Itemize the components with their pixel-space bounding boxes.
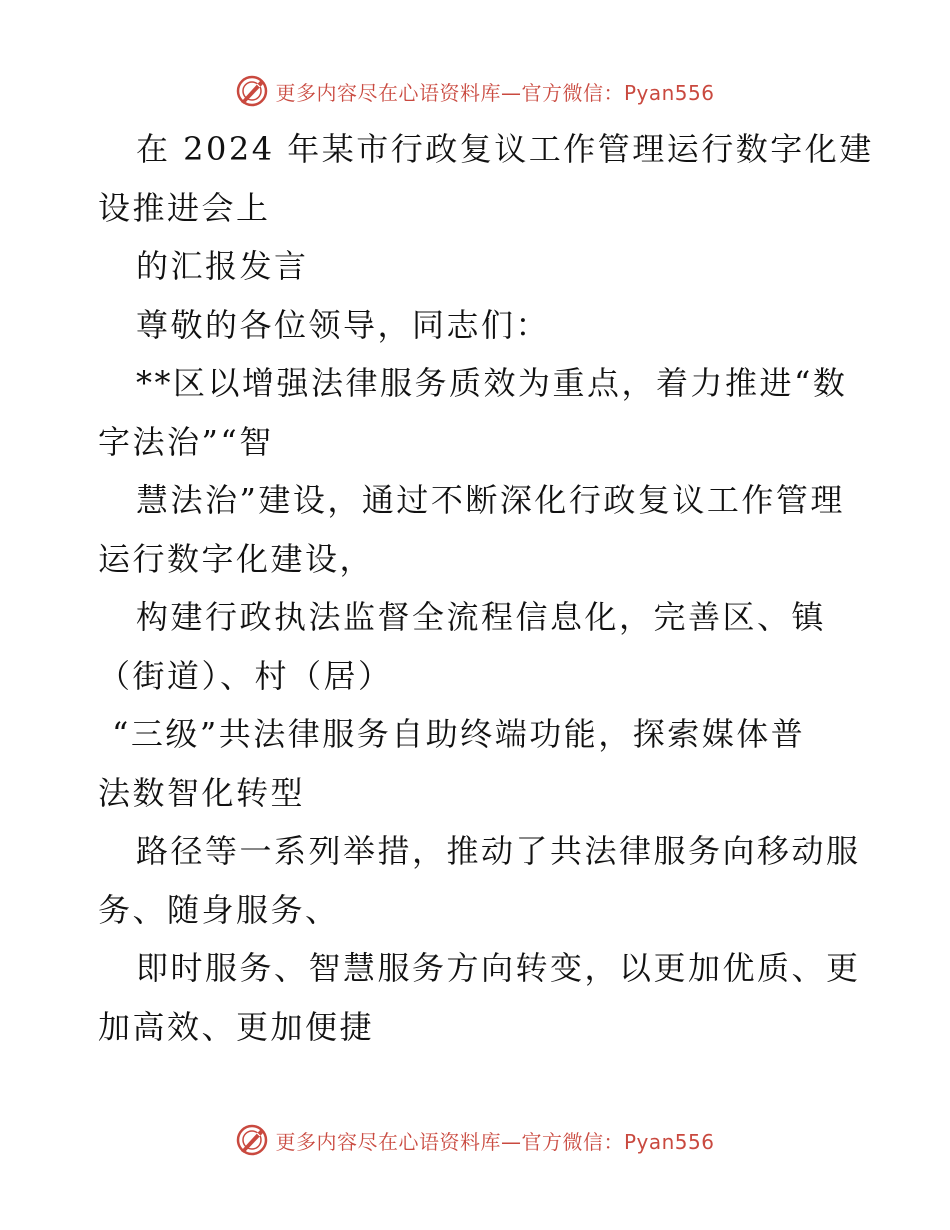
paragraph-line: 即时服务、智慧服务方向转变，以更加优质、更 (136, 949, 861, 987)
paragraph-line: 加高效、更加便捷 (98, 1007, 375, 1046)
paragraph-line: 字法治”“智 (98, 422, 274, 461)
title-line-2: 设推进会上 (98, 188, 271, 227)
title-line-1: 在 2024 年某市行政复议工作管理运行数字化建 (136, 130, 874, 168)
paragraph-line: 慧法治”建设，通过不断深化行政复议工作管理 (136, 481, 845, 519)
paragraph-line: 务、随身服务、 (98, 890, 340, 929)
paragraph-line: 法数智化转型 (98, 773, 306, 812)
header-watermark-banner (0, 71, 950, 111)
footer-watermark-text: 更多内容尽在心语资料库—官方微信：Pyan556 (275, 1129, 715, 1154)
paragraph-line: 路径等一系列举措，推动了共法律服务向移动服 (136, 832, 861, 870)
paragraph-line: “三级”共法律服务自助终端功能，探索媒体普 (112, 715, 806, 753)
paragraph-line: （街道）、村（居） (98, 656, 393, 695)
quill-pen-logo-icon (235, 74, 269, 108)
title-line-3: 的汇报发言 (136, 247, 309, 285)
quill-pen-logo-icon (235, 1123, 269, 1157)
salutation-line: 尊敬的各位领导，同志们： (136, 305, 551, 344)
document-body (98, 120, 874, 1056)
footer-watermark-banner (0, 1120, 950, 1160)
paragraph-line: **区以增强法律服务质效为重点，着力推进“数 (136, 364, 848, 402)
paragraph-line: 构建行政执法监督全流程信息化，完善区、镇 (136, 598, 827, 636)
paragraph-line: 运行数字化建设， (98, 539, 375, 578)
header-watermark-text: 更多内容尽在心语资料库—官方微信：Pyan556 (275, 80, 715, 105)
